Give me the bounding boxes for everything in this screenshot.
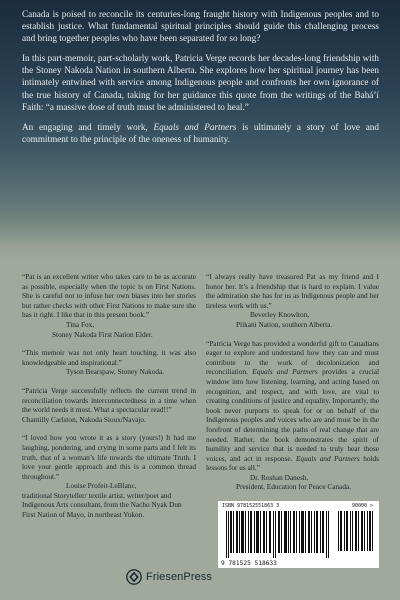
blurb-paragraph-2: In this part-memoir, part-scholarly work, Patricia Verge records her decades-long friendship with the Stoney Nakoda Nation in southern Alberta. She explores how her spiritual journey has been intimately entwined with service among Indigenous people and confronts her own ignorance of the true history of Canada, taking for her guidance this quote from the writings of the Bahá’í Faith: “a massive dose of truth must be administered to heal.” — [22, 53, 379, 112]
endorsement-name: Chantilly Carlston, Nakoda Sioux/Navajo. — [22, 414, 146, 424]
endorsement-name: Tyson Bearspaw, Stoney Nakoda. — [66, 367, 165, 377]
endorsement-text: “Patricia Verge successfully reflects the current trend in reconciliation towards interconnectedness in a time when the world needs it most. What a spectacular read!!” — [22, 385, 196, 415]
endorsement-text — [206, 339, 379, 473]
endorsement-name: Tina Fox, — [66, 319, 95, 329]
endorsement-name: Dr. Roshan Danesh, — [250, 472, 309, 482]
isbn-digits: 9 781525 518633 — [221, 560, 277, 567]
endorsement-roshan-danesh — [206, 339, 379, 493]
book-title-inline: Equals and Partners — [295, 453, 360, 463]
blurb-p3-tail: is ultimately a story of love and commitment to the principle of the oneness of humanity. — [22, 121, 379, 144]
publisher-logo — [126, 569, 212, 585]
endorsement-text-part: provides a crucial window into how listening, learning, and acting based on recognition, and respect, and with love, are vital to creating conditions of justice and equality. Importantly, the book never purports to speak for or on behalf of the Indigenous peoples and voices who are and must be in the forefront of determining the paths of real change that are needed. Rather, the book demonstrates the spirit of humility and service that is needed to truly hear those voices, and act in response. — [206, 367, 380, 463]
endorsement-affiliation: Piikani Nation, southern Alberta. — [236, 319, 333, 329]
book-title-inline: Equals and Partners — [252, 367, 318, 377]
ean-barcode-bars — [226, 511, 330, 558]
endorsement-affiliation: Stoney Nakoda First Nation Elder. — [52, 329, 153, 339]
book-title-inline: Equals and Partners — [153, 121, 237, 132]
endorsements-right-column — [206, 272, 379, 501]
blurb-paragraph-3 — [22, 121, 379, 145]
endorsement-text: “Pat is an excellent writer who takes care to be as accurate as possible, especially when the topic is on First Nations. She is careful not to infuse her own biases into her stories but rather checks with other First Nations to make sure she has it right. I like that in this present book.” — [22, 272, 196, 320]
price-code: 90000 > — [351, 503, 373, 509]
endorsement-text: “This memoir was not only heart touching, it was also knowledgeable and inspirational.” — [22, 348, 196, 367]
endorsement-beverley-knowlton — [206, 272, 379, 330]
endorsement-tina-fox — [22, 272, 196, 339]
blurb-paragraph-1: Canada is poised to reconcile its centuries-long fraught history with Indigenous peoples and to establish justice. What fundamental spiritual principles should guide this challenging process and bring together peoples who have been separated for so long? — [22, 9, 379, 44]
friesenpress-logo-icon — [126, 569, 142, 585]
endorsement-text: “I always really have treasured Pat as my friend and I honor her. It’s a friendship that is hard to explain. I value the admiration she has for us as Indigenous people and her tireless work with us.” — [206, 272, 379, 310]
endorsement-name: Beverley Knowlton, — [250, 310, 310, 320]
cover-blurb — [22, 8, 379, 153]
isbn-barcode — [218, 501, 379, 568]
publisher-name: FriesenPress — [146, 571, 212, 583]
price-addon-bars — [338, 511, 374, 551]
endorsement-louise-profeit-leblanc — [22, 433, 196, 519]
isbn-label: ISBN 978152551863 3 — [222, 503, 280, 509]
blurb-p3-lead: An engaging and timely work, — [22, 121, 154, 132]
endorsement-text-part: holds lessons for us all.” — [206, 453, 379, 473]
endorsement-chantilly-carlston — [22, 386, 196, 424]
endorsement-name: Louise Profeit-LeBlanc, — [66, 481, 137, 491]
endorsement-text: “I loved how you wrote it as a story (yours!) It had me laughing, pondering, and crying in some parts and I felt its truth, that of a woman’s life towards the ultimate Truth. I love your gentle approach and this is a common thread throughout.” — [22, 433, 196, 481]
endorsements-left-column — [22, 272, 196, 529]
endorsement-tyson-bearspaw — [22, 348, 196, 377]
endorsement-text-part: “Patricia Verge has provided a wonderful gift to Canadians eager to explore and understand how they can and must contribute to the work of decolonization and reconciliation. — [206, 338, 379, 377]
endorsement-affiliation: President, Education for Peace Canada. — [236, 482, 352, 492]
endorsement-affiliation: traditional Storyteller/ textile artist, writer/poet and Indigenous Arts consultant, from the Nacho Nyak Dun First Nation of Mayo, in northeast Yukon. — [22, 490, 182, 520]
